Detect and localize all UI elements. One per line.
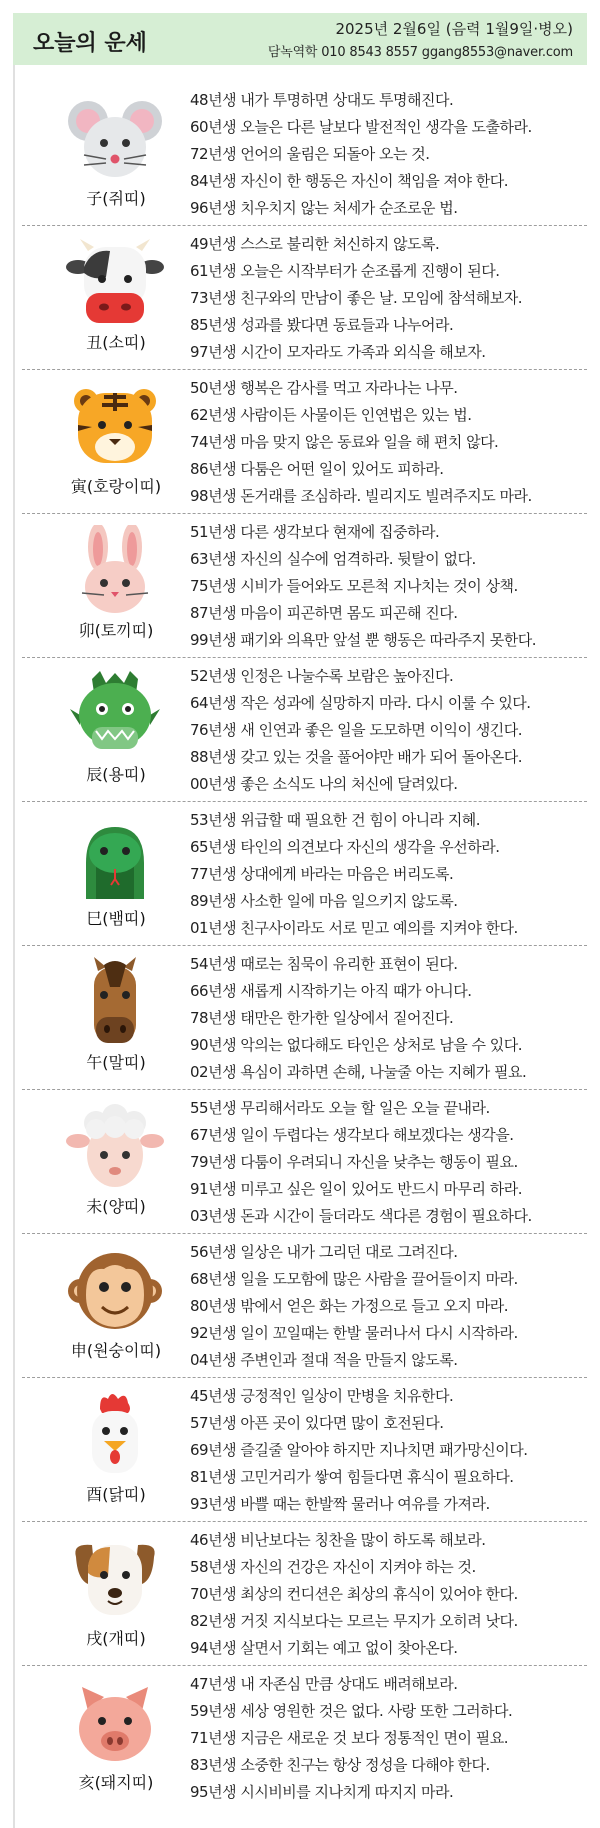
fortune-line: 46년생 비난보다는 칭찬을 많이 하도록 해보라. bbox=[190, 1531, 486, 1549]
sign-rat bbox=[18, 81, 590, 223]
dog-icon bbox=[66, 1533, 164, 1623]
fortune-line: 96년생 치우치지 않는 처세가 순조로운 법. bbox=[190, 199, 458, 217]
fortune-line: 86년생 다툼은 어떤 일이 있어도 피하라. bbox=[190, 460, 444, 478]
fortune-line: 69년생 즐길줄 알아야 하지만 지나치면 패가망신이다. bbox=[190, 1441, 528, 1459]
rat-icon bbox=[66, 93, 164, 183]
fortune-line: 85년생 성과를 봤다면 동료들과 나누어라. bbox=[190, 316, 454, 334]
fortune-lines bbox=[190, 87, 595, 222]
fortune-line: 87년생 마음이 피곤하면 몸도 피곤해 진다. bbox=[190, 604, 458, 622]
fortune-line: 70년생 최상의 컨디션은 최상의 휴식이 있어야 한다. bbox=[190, 1585, 518, 1603]
fortune-lines bbox=[190, 519, 595, 654]
fortune-line: 04년생 주변인과 절대 적을 만들지 않도록. bbox=[190, 1351, 458, 1369]
fortune-line: 98년생 돈거래를 조심하라. 빌리지도 빌려주지도 마라. bbox=[190, 487, 532, 505]
fortune-line: 53년생 위급할 때 필요한 건 힘이 아니라 지혜. bbox=[190, 811, 481, 829]
header-date: 2025년 2월6일 (음력 1월9일·병오) bbox=[335, 20, 573, 38]
sign-tiger bbox=[18, 369, 590, 511]
fortune-line: 52년생 인정은 나눌수록 보람은 높아진다. bbox=[190, 667, 454, 685]
fortune-line: 94년생 살면서 기회는 예고 없이 찾아온다. bbox=[190, 1639, 458, 1657]
left-rule bbox=[13, 65, 15, 1828]
sign-name: 卯(토끼띠) bbox=[78, 621, 154, 640]
rooster-icon bbox=[66, 1389, 164, 1479]
sign-name: 子(쥐띠) bbox=[86, 189, 146, 208]
fortune-line: 60년생 오늘은 다른 날보다 발전적인 생각을 도출하라. bbox=[190, 118, 532, 136]
sign-dragon bbox=[18, 657, 590, 799]
fortune-line: 93년생 바쁠 때는 한발짝 물러나 여유를 가져라. bbox=[190, 1495, 490, 1513]
fortune-line: 50년생 행복은 감사를 먹고 자라나는 나무. bbox=[190, 379, 458, 397]
fortune-line: 66년생 새롭게 시작하기는 아직 때가 아니다. bbox=[190, 982, 472, 1000]
fortune-line: 49년생 스스로 불리한 처신하지 않도록. bbox=[190, 235, 440, 253]
fortune-line: 62년생 사람이든 사물이든 인연법은 있는 법. bbox=[190, 406, 472, 424]
fortune-line: 03년생 돈과 시간이 들더라도 색다른 경험이 필요하다. bbox=[190, 1207, 532, 1225]
fortune-line: 89년생 사소한 일에 마음 일으키지 않도록. bbox=[190, 892, 458, 910]
fortune-line: 79년생 다툼이 우려되니 자신을 낮추는 행동이 필요. bbox=[190, 1153, 518, 1171]
fortune-lines bbox=[190, 951, 595, 1086]
fortune-line: 88년생 갖고 있는 것을 풀어야만 배가 되어 돌아온다. bbox=[190, 748, 523, 766]
fortune-lines bbox=[190, 1095, 595, 1230]
fortune-line: 56년생 일상은 내가 그리던 대로 그려진다. bbox=[190, 1243, 458, 1261]
fortune-line: 80년생 밖에서 얻은 화는 가정으로 들고 오지 마라. bbox=[190, 1297, 509, 1315]
sign-name: 丑(소띠) bbox=[86, 333, 146, 352]
fortune-line: 91년생 미루고 싶은 일이 있어도 반드시 마무리 하라. bbox=[190, 1180, 523, 1198]
page-title: 오늘의 운세 bbox=[33, 31, 147, 56]
fortune-lines bbox=[190, 807, 595, 942]
fortune-lines bbox=[190, 1239, 595, 1374]
fortune-line: 61년생 오늘은 시작부터가 순조롭게 진행이 된다. bbox=[190, 262, 500, 280]
dragon-icon bbox=[66, 669, 164, 759]
fortune-line: 02년생 욕심이 과하면 손해, 나눌줄 아는 지혜가 필요. bbox=[190, 1063, 527, 1081]
fortune-line: 73년생 친구와의 만남이 좋은 날. 모임에 참석해보자. bbox=[190, 289, 523, 307]
snake-icon bbox=[66, 813, 164, 903]
fortune-lines bbox=[190, 375, 595, 510]
fortune-line: 47년생 내 자존심 만큼 상대도 배려해보라. bbox=[190, 1675, 458, 1693]
fortune-line: 01년생 친구사이라도 서로 믿고 예의를 지켜야 한다. bbox=[190, 919, 518, 937]
fortune-line: 72년생 언어의 울림은 되돌아 오는 것. bbox=[190, 145, 430, 163]
fortune-line: 92년생 일이 꼬일때는 한발 물러나서 다시 시작하라. bbox=[190, 1324, 518, 1342]
sign-name: 酉(닭띠) bbox=[86, 1485, 146, 1504]
header bbox=[13, 13, 587, 65]
fortune-line: 77년생 상대에게 바라는 마음은 버리도록. bbox=[190, 865, 454, 883]
header-contact: 담녹역학 010 8543 8557 ggang8553@naver.com bbox=[267, 45, 573, 60]
fortune-line: 59년생 세상 영원한 것은 없다. 사랑 또한 그러하다. bbox=[190, 1702, 513, 1720]
fortune-line: 00년생 좋은 소식도 나의 처신에 달려있다. bbox=[190, 775, 458, 793]
fortune-line: 99년생 패기와 의욕만 앞설 뿐 행동은 따라주지 못한다. bbox=[190, 631, 537, 649]
monkey-icon bbox=[66, 1245, 164, 1335]
sign-dog bbox=[18, 1521, 590, 1663]
fortune-line: 64년생 작은 성과에 실망하지 마라. 다시 이룰 수 있다. bbox=[190, 694, 531, 712]
sign-rooster bbox=[18, 1377, 590, 1519]
fortune-line: 82년생 거짓 지식보다는 모르는 무지가 오히려 낫다. bbox=[190, 1612, 518, 1630]
sign-sheep bbox=[18, 1089, 590, 1231]
pig-icon bbox=[66, 1677, 164, 1767]
fortune-line: 63년생 자신의 실수에 엄격하라. 뒷탈이 없다. bbox=[190, 550, 476, 568]
ox-icon bbox=[66, 237, 164, 327]
sign-pig bbox=[18, 1665, 590, 1807]
fortune-lines bbox=[190, 1383, 595, 1518]
horse-icon bbox=[66, 957, 164, 1047]
fortune-line: 54년생 때로는 침묵이 유리한 표현이 된다. bbox=[190, 955, 458, 973]
sign-horse bbox=[18, 945, 590, 1087]
sign-snake bbox=[18, 801, 590, 943]
sign-name: 午(말띠) bbox=[86, 1053, 146, 1072]
tiger-icon bbox=[66, 381, 164, 471]
sign-name: 戌(개띠) bbox=[86, 1629, 146, 1648]
sign-name: 申(원숭이띠) bbox=[70, 1341, 162, 1360]
fortune-line: 74년생 마음 맞지 않은 동료와 일을 해 편치 않다. bbox=[190, 433, 499, 451]
fortune-line: 75년생 시비가 들어와도 모른척 지나치는 것이 상책. bbox=[190, 577, 518, 595]
sign-name: 巳(뱀띠) bbox=[86, 909, 146, 928]
fortune-line: 65년생 타인의 의견보다 자신의 생각을 우선하라. bbox=[190, 838, 500, 856]
fortune-line: 90년생 악의는 없다해도 타인은 상처로 남을 수 있다. bbox=[190, 1036, 523, 1054]
fortune-line: 83년생 소중한 친구는 항상 정성을 다해야 한다. bbox=[190, 1756, 490, 1774]
fortune-line: 81년생 고민거리가 쌓여 힘들다면 휴식이 필요하다. bbox=[190, 1468, 514, 1486]
fortune-line: 45년생 긍정적인 일상이 만병을 치유한다. bbox=[190, 1387, 454, 1405]
fortune-line: 68년생 일을 도모함에 많은 사람을 끌어들이지 마라. bbox=[190, 1270, 518, 1288]
fortune-line: 55년생 무리해서라도 오늘 할 일은 오늘 끝내라. bbox=[190, 1099, 490, 1117]
fortune-line: 76년생 새 인연과 좋은 일을 도모하면 이익이 생긴다. bbox=[190, 721, 523, 739]
sign-monkey bbox=[18, 1233, 590, 1375]
fortune-line: 58년생 자신의 건강은 자신이 지켜야 하는 것. bbox=[190, 1558, 476, 1576]
fortune-line: 67년생 일이 두렵다는 생각보다 해보겠다는 생각을. bbox=[190, 1126, 514, 1144]
sign-ox bbox=[18, 225, 590, 367]
fortune-lines bbox=[190, 231, 595, 366]
fortune-lines bbox=[190, 663, 595, 798]
fortune-lines bbox=[190, 1671, 595, 1806]
sign-name: 未(양띠) bbox=[86, 1197, 146, 1216]
fortune-line: 48년생 내가 투명하면 상대도 투명해진다. bbox=[190, 91, 454, 109]
fortune-line: 95년생 시시비비를 지나치게 따지지 마라. bbox=[190, 1783, 454, 1801]
rabbit-icon bbox=[66, 525, 164, 615]
sign-name: 寅(호랑이띠) bbox=[70, 477, 162, 496]
sheep-icon bbox=[66, 1101, 164, 1191]
fortune-line: 97년생 시간이 모자라도 가족과 외식을 해보자. bbox=[190, 343, 486, 361]
fortune-lines bbox=[190, 1527, 595, 1662]
fortune-line: 84년생 자신이 한 행동은 자신이 책임을 져야 한다. bbox=[190, 172, 509, 190]
fortune-line: 78년생 태만은 한가한 일상에서 짙어진다. bbox=[190, 1009, 454, 1027]
sign-name: 亥(돼지띠) bbox=[78, 1773, 154, 1792]
fortune-line: 51년생 다른 생각보다 현재에 집중하라. bbox=[190, 523, 440, 541]
sign-name: 辰(용띠) bbox=[86, 765, 146, 784]
sign-rabbit bbox=[18, 513, 590, 655]
fortune-line: 71년생 지금은 새로운 것 보다 정통적인 면이 필요. bbox=[190, 1729, 509, 1747]
fortune-line: 57년생 아픈 곳이 있다면 많이 호전된다. bbox=[190, 1414, 444, 1432]
